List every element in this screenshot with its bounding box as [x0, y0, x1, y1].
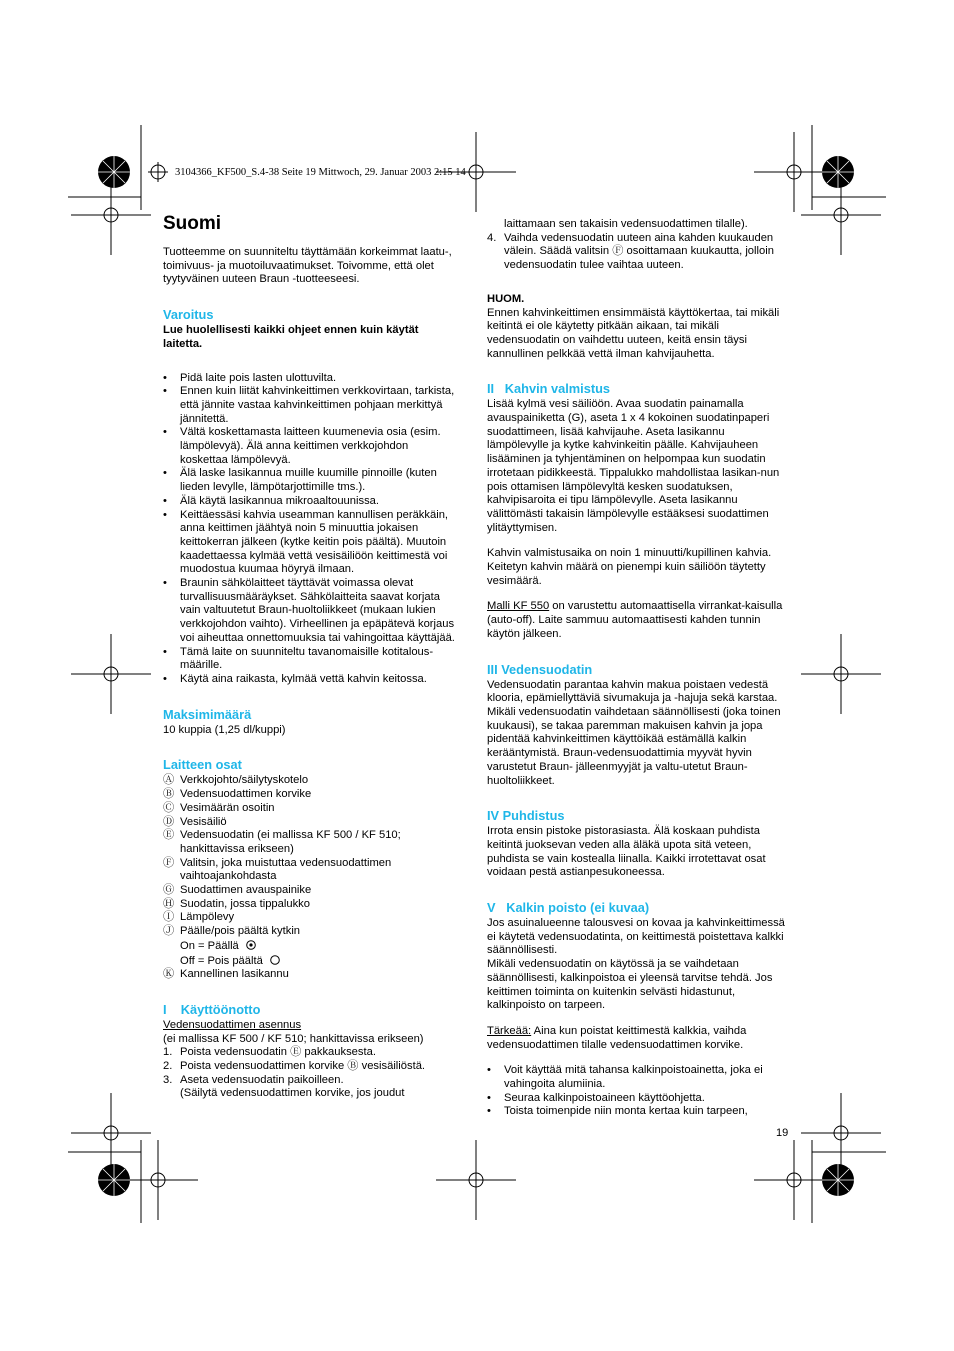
- list-item: Ⓙ Päälle/pois päältä kytkin: [163, 925, 301, 938]
- max-text: 10 kuppia (1,25 dl/kuppi): [163, 723, 286, 736]
- section5-list: [487, 1064, 789, 1119]
- page-title: Suomi: [163, 213, 222, 234]
- section3-text: Vedensuodatin parantaa kahvin makua poistaen vedestä klooria, epämiellyttäviä sivumakuja ja -hajuja sekä karstaa. Mikäli vedensuodatin vaihdetaan säännöllisesti (joka toinen kuukausi), se takaa paremman makuisen kahvin ja jopa pidentää kahvinkeittimen käyttöikää estämällä kalkin kerääntymistä. Braun-vedensuodattimia myyvät hyvin varustetut Braun- jälleenmyyjät ja valtu-utetut Braun-huoltoliikkeet.: [487, 678, 781, 787]
- part-letter: Ⓑ: [163, 788, 175, 801]
- part-letter: Ⓔ: [163, 829, 175, 842]
- section3-heading: III Vedensuodatin: [487, 661, 593, 677]
- section2-text-1: Lisää kylmä vesi säiliöön. Avaa suodatin painamalla avauspainiketta (G), aseta 1 x 4 kokoinen suodatinpaperi suodattimeen, lisää kahvijauhe. Aseta lasikannu lämpölevylle ja kytke kahvinkeitin päälle. Kahvijauheen lisääminen ja tyhjentäminen on helpompaa kun suodatin irrotetaan pidikkeestä. Tippalukko mahdollistaa lasikan-nun pois ottamisen lämpölevyltä kesken suodatuksen, kahvipisaroita ei tipu lämpölevylle. Aseta lasikannu välittömästi takaisin lämpölevylle estääksesi suodattimen ylitäyttymisen.: [487, 398, 780, 534]
- parts-list-end: [163, 968, 458, 982]
- power-off-icon: [269, 954, 281, 965]
- part-letter: Ⓖ: [163, 884, 175, 897]
- list-item: • Ennen kuin liität kahvinkeittimen verkkovirtaan, tarkista, että jännite vastaa kahvinkeittimen pohjaan merkittyä jännitettä.: [163, 385, 458, 426]
- list-item: • Pidä laite pois lasten ulottuvilta.: [163, 372, 458, 386]
- list-item: 4. Vaihda vedensuodatin uuteen aina kahden kuukauden välein. Säädä valitsin Ⓕ osoittamaan kuukautta, jolloin vedensuodatin tulee vaihtaa uuteen.: [487, 231, 774, 272]
- section1-note: (ei mallissa KF 500 / KF 510; hankittavissa erikseen): [163, 1032, 424, 1045]
- section2-heading: II Kahvin valmistus: [487, 381, 611, 397]
- section5-text-1: Jos asuinalueenne talousvesi on kovaa ja kahvinkeittimessä ei käytetä vedensuodatinta, on keittimestä poistettava kalkki säännöllisesti.: [487, 917, 785, 957]
- part-letter: Ⓕ: [163, 856, 175, 869]
- part-letter: Ⓓ: [163, 815, 175, 828]
- part-letter: Ⓒ: [163, 801, 175, 814]
- section1-steps: [163, 1046, 458, 1101]
- parts-heading: Laitteen osat: [163, 757, 242, 773]
- page-number: 19: [776, 1127, 789, 1139]
- max-heading: Maksimimäärä: [163, 706, 252, 722]
- part-letter: Ⓗ: [163, 897, 175, 910]
- list-item: Ⓖ Suodattimen avauspainike: [163, 884, 312, 897]
- list-item: Ⓔ Vedensuodatin (ei mallissa KF 500 / KF 510; hankittavissa erikseen): [163, 829, 401, 855]
- step4: [487, 232, 789, 273]
- list-item: • Voit käyttää mitä tahansa kalkinpoistoainetta, joka ei vahingoita alumiinia.: [487, 1064, 789, 1091]
- list-item: • Keittäessäsi kahvia useamman kannullisen peräkkäin, anna keittimen jäähtyä noin 5 minuuttia jokaisen keittokerran jälkeen (kytke keitin pois päältä). Muutoin kaadettaessa kylmää vettä vesisäiliöön keittimestä voi muodostua kuumaa höyryä ilmaan.: [163, 509, 458, 578]
- switch-on-line: On = Päällä: [163, 939, 458, 954]
- right-column: [487, 218, 789, 1119]
- list-item: Ⓐ Verkkojohto/säilytyskotelo: [163, 774, 309, 787]
- list-item: Ⓘ Lämpölevy: [163, 911, 235, 924]
- section1-heading: I Käyttöönotto: [163, 1001, 261, 1017]
- print-slug: 3104366_KF500_S.4-38 Seite 19 Mittwoch, 29. Januar 2003 2:15 14: [175, 167, 466, 178]
- important-label: Tärkeää:: [487, 1024, 532, 1037]
- note-text: Ennen kahvinkeittimen ensimmäistä käyttökertaa, tai mikäli keitintä ei ole käytetty pitkään aikaan, tai mikäli vedensuodatin on vaihdettu uuteen, keitä ensin täysi kannullinen pelkkää vettä ilman kahvijauhetta.: [487, 306, 780, 360]
- list-item: • Vältä koskettamasta laitteen kuumenevia osia (esim. lämpölevyä). Älä anna keittimen verkkojohdon koskettaa lämpölevyä.: [163, 426, 458, 467]
- list-item: • Seuraa kalkinpoistoaineen käyttöohjetta.: [487, 1092, 789, 1106]
- list-item: • Älä laske lasikannua muille kuumille pinnoille (kuten lieden levylle, lämpötarjottimille tms.).: [163, 467, 458, 494]
- section4-text: Irrota ensin pistoke pistorasiasta. Älä koskaan puhdista keitintä juoksevan veden alla äläkä upota sitä veteen, puhdista se vain kostealla liinalla. Kaikki irrotettavat osat voidaan pestä astianpesukoneessa.: [487, 825, 766, 879]
- section5-heading: V Kalkin poisto (ei kuvaa): [487, 900, 650, 916]
- part-ref-f: Ⓕ: [612, 245, 624, 258]
- power-on-icon: [245, 939, 257, 950]
- list-item: Ⓕ Valitsin, joka muistuttaa vedensuodattimen vaihtoajankohdasta: [163, 856, 392, 883]
- section2-text-3: Malli KF 550 on varustettu automaattisella virrankat-kaisulla (auto-off). Laite sammuu automaattisesti kahden tunnin käytön jälkeen.: [487, 600, 783, 640]
- part-letter: Ⓐ: [163, 774, 175, 787]
- model-name: Malli KF 550: [487, 600, 550, 613]
- list-item: • Tämä laite on suunniteltu tavanomaisille kotitalous-määrille.: [163, 646, 458, 673]
- note-label: HUOM.: [487, 292, 525, 305]
- list-item: • Toista toimenpide niin monta kertaa kuin tarpeen,: [487, 1105, 789, 1119]
- warning-list: [163, 372, 458, 687]
- warning-bold-text: Lue huolellisesti kaikki ohjeet ennen kuin käytät laitetta.: [163, 324, 419, 350]
- switch-off-line: Off = Pois päältä: [163, 954, 458, 969]
- list-item: • Käytä aina raikasta, kylmää vettä kahvin keitossa.: [163, 673, 458, 687]
- section4-heading: IV Puhdistus: [487, 808, 565, 824]
- left-column: [163, 212, 458, 1101]
- parts-list: [163, 774, 458, 938]
- part-ref-e: Ⓔ: [290, 1046, 302, 1059]
- list-item: 1. Poista vedensuodatin Ⓔ pakkauksesta.: [163, 1046, 376, 1059]
- list-item: • Braunin sähkölaitteet täyttävät voimassa olevat turvallisuusmääräykset. Sähkölaitteita saavat korjata vain valtuutetut Braun-huoltoliikkeet (mukaan lukien verkkojohdon vaihto). Virheellinen ja epäpätevä korjaus voi aiheuttaa onnettomuuksia tai vahingoittaa käyttäjää.: [163, 577, 458, 646]
- list-item: Ⓓ Vesisäiliö: [163, 815, 227, 828]
- section5-text-2: Mikäli vedensuodatin on käytössä ja se vaihdetaan säännöllisesti, kalkinpoistoa ei yleensä tarvitse tehdä. Jos keittimen toiminta on kuitenkin selvästi hidastunut, kalkinpoisto on tarpeen.: [487, 958, 773, 1012]
- part-letter: Ⓚ: [163, 968, 175, 981]
- list-item: • Älä käytä lasikannua mikroaaltouunissa.: [163, 495, 458, 509]
- section2-text-2: Kahvin valmistusaika on noin 1 minuutti/kupillinen kahvia. Keitetyn kahvin määrä on pienempi kuin säiliöön täytetty vesimäärä.: [487, 547, 772, 587]
- section1-subheading: Vedensuodattimen asennus: [163, 1018, 302, 1031]
- intro-text: Tuotteemme on suunniteltu täyttämään korkeimmat laatu-, toimivuus- ja muotoiluvaatimukset. Toivomme, että olet tyytyväinen uuteen Braun -tuotteeseesi.: [163, 246, 452, 286]
- section5-important: Tärkeää: Aina kun poistat keittimestä kalkkia, vaihda vedensuodattimen tilalle vedensuodattimen korvike.: [487, 1024, 747, 1051]
- step3-continuation: laittamaan sen takaisin vedensuodattimen tilalle).: [504, 218, 748, 230]
- list-item: Ⓚ Kannellinen lasikannu: [163, 968, 289, 981]
- list-item: Ⓑ Vedensuodattimen korvike: [163, 788, 312, 801]
- list-item: Ⓒ Vesimäärän osoitin: [163, 801, 275, 814]
- part-letter: Ⓙ: [163, 925, 175, 938]
- part-ref-b: Ⓑ: [347, 1060, 359, 1073]
- list-item: 2. Poista vedensuodattimen korvike Ⓑ vesisäiliöstä.: [163, 1060, 426, 1073]
- warning-heading: Varoitus: [163, 307, 214, 323]
- list-item: 3. Aseta vedensuodatin paikoilleen. (Säilytä vedensuodattimen korvike, jos joudut: [163, 1073, 405, 1100]
- list-item: Ⓗ Suodatin, jossa tippalukko: [163, 897, 310, 910]
- part-letter: Ⓘ: [163, 911, 175, 924]
